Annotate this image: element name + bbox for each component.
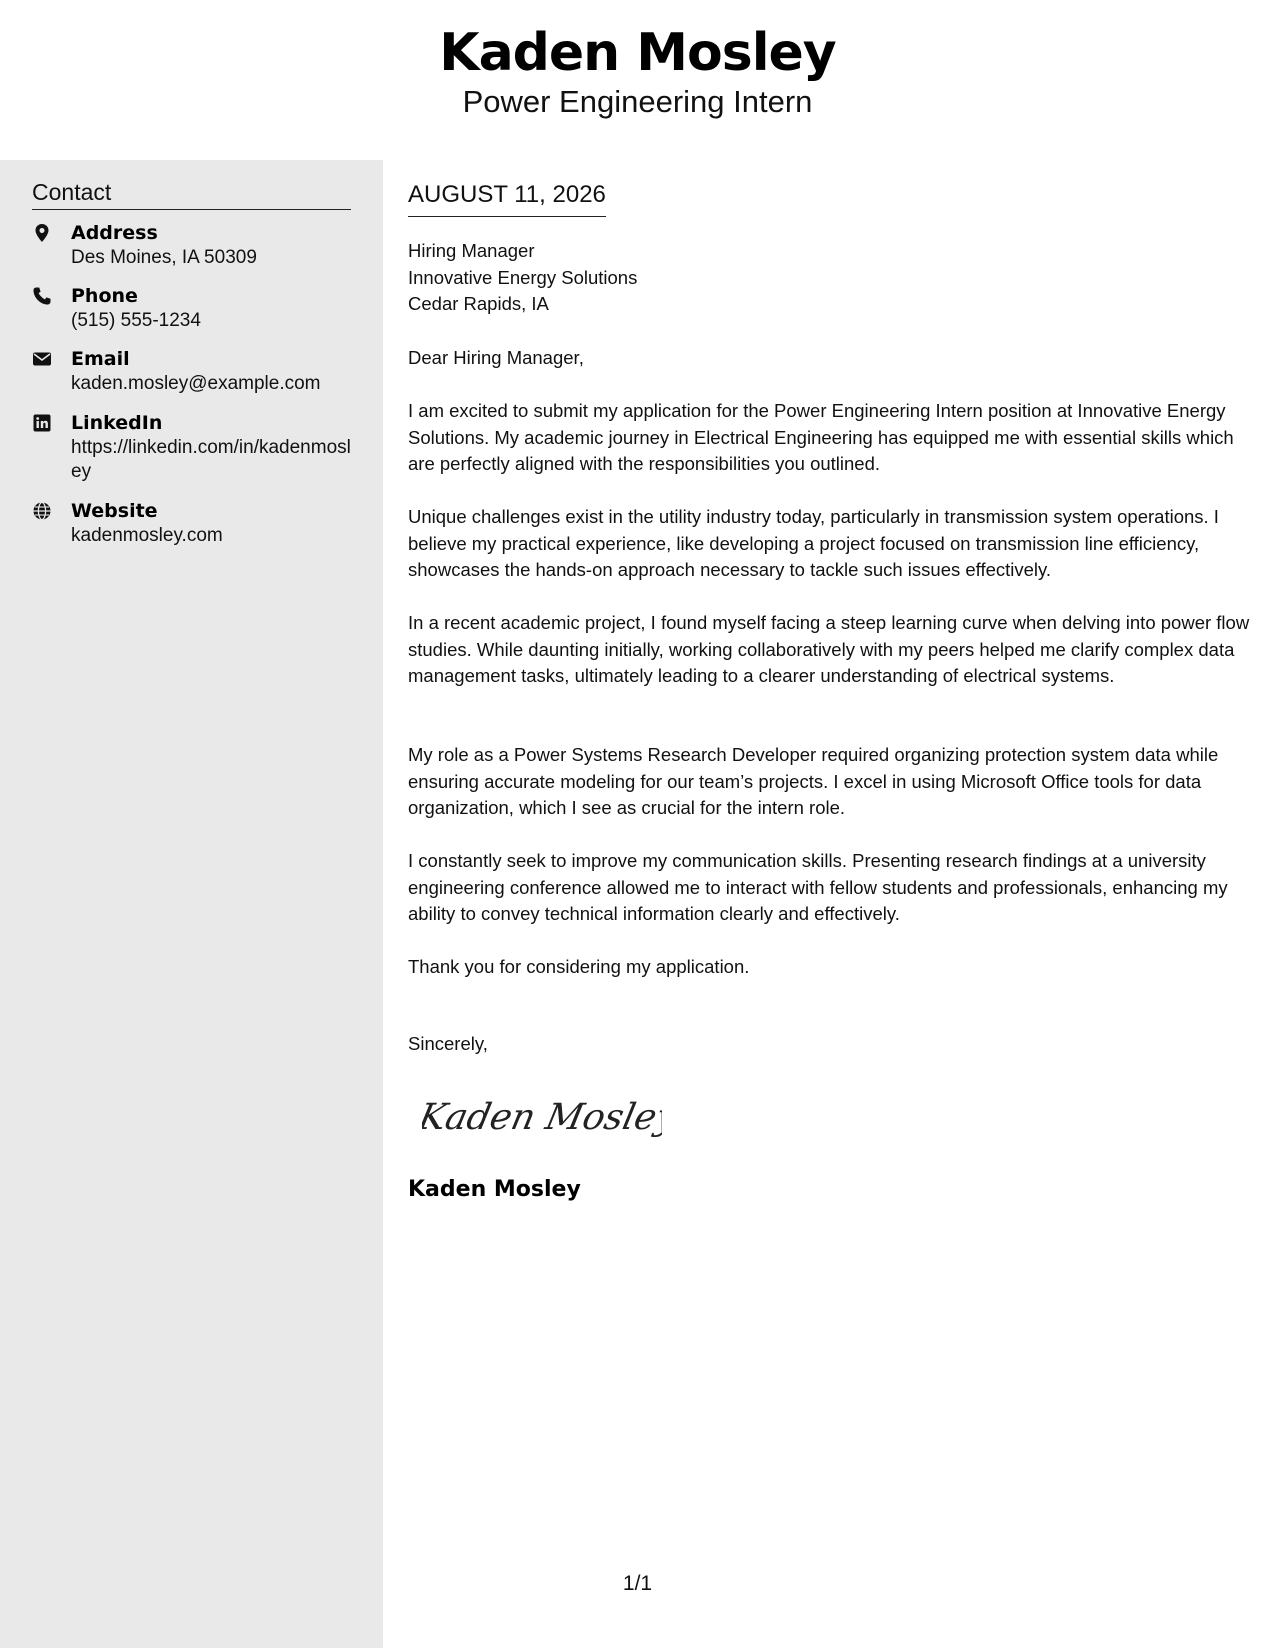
envelope-icon [32, 349, 52, 369]
letter-date: AUGUST 11, 2026 [408, 179, 606, 217]
body-paragraph: I am excited to submit my application for the Power Engineering Intern position at Innovative Energy Solutions. My academic journey in Electrical Engineering has equipped me with essential skills which are perfectly aligned with the responsibilities you outlined. [408, 400, 1234, 474]
signer-name: Kaden Mosley [408, 1177, 581, 1202]
salutation: Dear Hiring Manager, [408, 347, 584, 368]
contact-phone-value: (515) 555-1234 [71, 310, 201, 331]
contact-phone-label: Phone [71, 285, 138, 307]
recipient-line: Innovative Energy Solutions [408, 266, 638, 288]
closing: Sincerely, [408, 1033, 488, 1054]
body-paragraph: My role as a Power Systems Research Developer required organizing protection system data while ensuring accurate modeling for our team’s projects. I excel in using Microsoft Office tools for data organization, which I see as crucial for the intern role. [408, 744, 1219, 818]
contact-linkedin-label: LinkedIn [71, 412, 163, 434]
applicant-title: Power Engineering Intern [462, 84, 813, 119]
contact-website-value[interactable]: kadenmosley.com [71, 525, 223, 546]
signature-text: Kaden Mosley [422, 1095, 662, 1138]
applicant-name: Kaden Mosley [439, 23, 836, 83]
handwritten-signature [422, 1085, 662, 1145]
contact-heading: Contact [32, 177, 351, 210]
body-paragraph: Unique challenges exist in the utility industry today, particularly in transmission system operations. I believe my practical experience, like developing a project focused on transmission line efficiency, showcases the hands-on approach necessary to tackle such issues effectively. [408, 506, 1219, 580]
body-paragraph: I constantly seek to improve my communication skills. Presenting research findings at a university engineering conference allowed me to interact with fellow students and professionals, enhancing my ability to convey technical information clearly and effectively. [408, 850, 1228, 924]
body-paragraph: In a recent academic project, I found myself facing a steep learning curve when delving into power flow studies. While daunting initially, working collaboratively with my peers helped me clarify complex data management tasks, ultimately leading to a clearer understanding of electrical systems. [408, 612, 1250, 686]
contact-address-label: Address [71, 222, 158, 244]
location-pin-icon [32, 223, 52, 243]
page-number: 1/1 [622, 1572, 653, 1595]
recipient-line: Hiring Manager [408, 240, 535, 261]
contact-linkedin-value[interactable]: https://linkedin.com/in/kadenmosley [71, 437, 351, 482]
globe-icon [32, 501, 52, 521]
contact-email-label: Email [71, 348, 130, 370]
recipient-block [408, 238, 1008, 318]
contact-address-value: Des Moines, IA 50309 [71, 247, 257, 268]
contact-email-value: kaden.mosley@example.com [71, 373, 321, 394]
linkedin-icon [32, 413, 52, 433]
recipient-line: Cedar Rapids, IA [408, 293, 549, 314]
contact-website-label: Website [71, 500, 158, 522]
body-paragraph: Thank you for considering my application. [408, 956, 750, 977]
letter-header [0, 0, 1275, 160]
phone-icon [32, 286, 52, 306]
